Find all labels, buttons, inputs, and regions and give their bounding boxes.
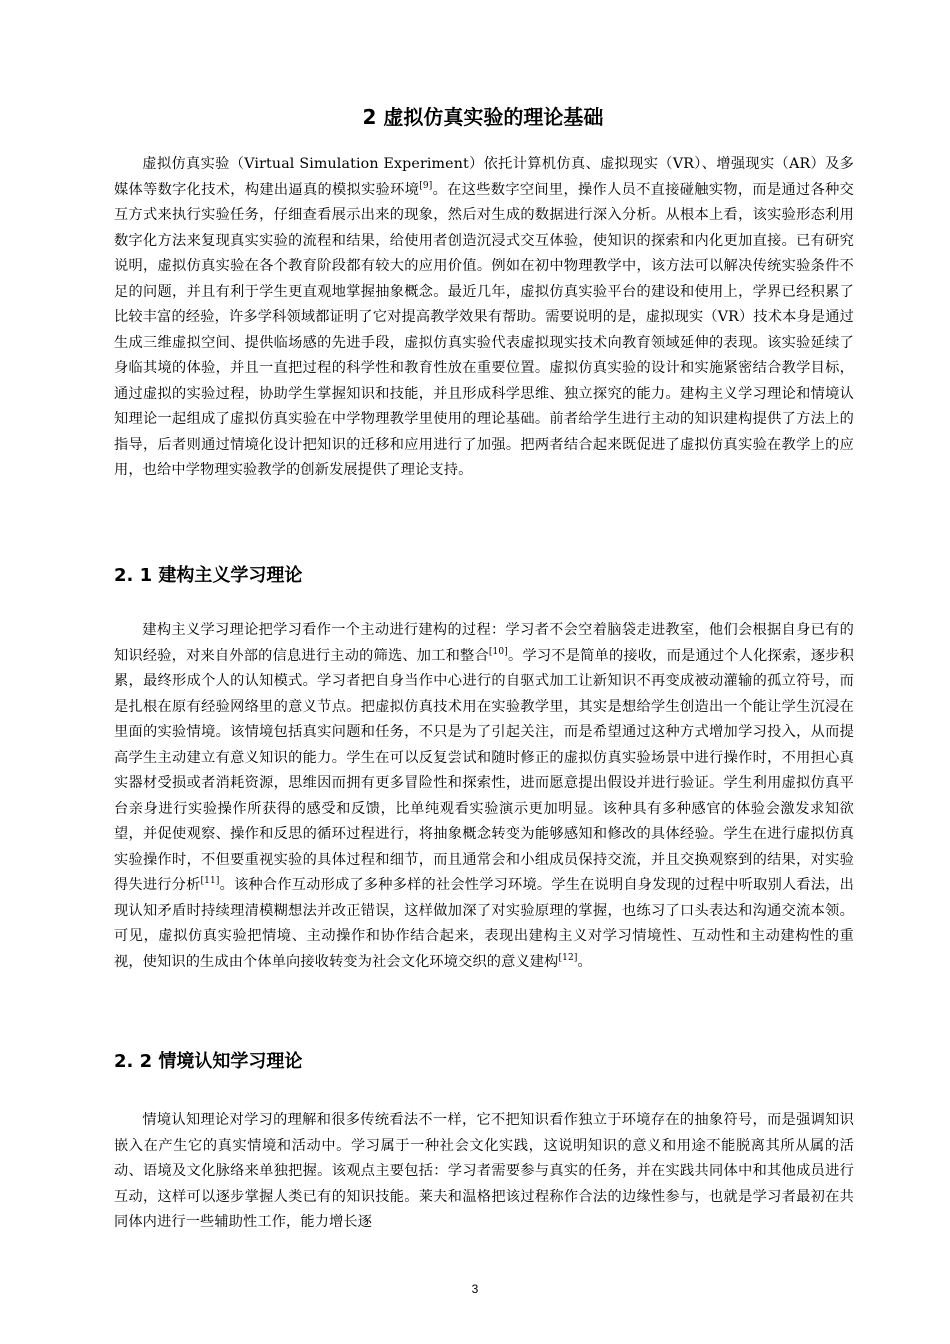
- citation-11: [11]: [200, 876, 220, 886]
- intro-text-2: 。在这些数字空间里，操作人员不直接碰触实物，而是通过各种交互方式来执行实验任务，仔细查看展示出来的现象，然后对生成的数据进行深入分析。从根本上看，该实验形态利用数字化方法来复现真实实验的流程和结果，给使用者创造沉浸式交互体验，使知识的探索和内化更加直接。已有研究说明，虚拟仿真实验在各个教育阶段都有较大的应用价值。例如在初中物理教学中，该方法可以解决传统实验条件不足的问题，并且有利于学生更直观地掌握抽象概念。最近几年，虚拟仿真实验平台的建设和使用上，学界已经积累了比较丰富的经验，许多学科领域都证明了它对提高教学效果有帮助。需要说明的是，虚拟现实（VR）技术本身是通过生成三维虚拟空间、提供临场感的先进手段，虚拟仿真实验代表虚拟现实技术向教育领域延伸的表现。该实验延续了身临其境的体验，并且一直把过程的科学性和教育性放在重要位置。虚拟仿真实验的设计和实施紧密结合教学目标，通过虚拟的实验过程，协助学生掌握知识和技能，并且形成科学思维、独立探究的能力。建构主义学习理论和情境认知理论一起组成了虚拟仿真实验在中学物理教学里使用的理论基础。前者给学生进行主动的知识建构提供了方法上的指导，后者则通过情境化设计把知识的迁移和应用进行了加强。把两者结合起来既促进了虚拟仿真实验在教学上的应用，也给中学物理实验教学的创新发展提供了理论支持。: [114, 181, 854, 478]
- section-2-1-text-3: 。该种合作互动形成了多种多样的社会性学习环境。学生在说明自身发现的过程中听取别人看法，出现认知矛盾时持续理清模糊想法并改正错误，这样做加深了对实验原理的掌握，也练习了口头表达和沟通交流本领。可见，虚拟仿真实验把情境、主动操作和协作结合起来，表现出建构主义对学习情境性、互动性和主动建构性的重视，使知识的生成由个体单向接收转变为社会文化环境交织的意义建构: [114, 877, 854, 970]
- section-2-2-paragraph: [114, 1108, 854, 1236]
- section-heading-2-1: 2. 1 建构主义学习理论: [114, 565, 303, 586]
- page-number: 3: [471, 1282, 479, 1296]
- chapter-title: 2 虚拟仿真实验的理论基础: [362, 105, 604, 129]
- intro-paragraph: [114, 152, 854, 484]
- citation-9: [9]: [419, 180, 433, 191]
- section-2-2-text-1: 情境认知理论对学习的理解和很多传统看法不一样，它不把知识看作独立于环境存在的抽象符号，而是强调知识嵌入在产生它的真实情境和活动中。学习属于一种社会文化实践，这说明知识的意义和用途不能脱离其所从属的活动、语境及文化脉络来单独把握。该观点主要包括：学习者需要参与真实的任务，并在实践共同体中和其他成员进行互动，这样可以逐步掌握人类已有的知识技能。莱夫和温格把该过程称作合法的边缘性参与，也就是学习者最初在共同体内进行一些辅助性工作，能力增长逐: [114, 1112, 854, 1230]
- section-2-1-text-1: 建构主义学习理论把学习看作一个主动进行建构的过程：学习者不会空着脑袋走进教室，他们会根据自身已有的知识经验，对来自外部的信息进行主动的筛选、加工和整合: [114, 622, 854, 664]
- section-2-1-text-4: 。: [577, 953, 592, 970]
- citation-12: [12]: [558, 952, 578, 963]
- intro-text-1: 虚拟仿真实验（Virtual Simulation Experiment）依托计算机仿真、虚拟现实（VR）、增强现实（AR）及多媒体等数字化技术，构建出逼真的模拟实验环境: [114, 156, 854, 198]
- section-2-1-paragraph: [114, 618, 854, 975]
- section-2-1-text-2: 。学习不是简单的接收，而是通过个人化探索，逐步积累，最终形成个人的认知模式。学习者把自身当作中心进行的自驱式加工让新知识不再变成被动灌输的孤立符号，而是扎根在原有经验网络里的意义节点。把虚拟仿真技术用在实验教学里，其实是想给学生创造出一个能让学生沉浸在里面的实验情境。该情境包括真实问题和任务，不只是为了引起关注，而是希望通过这种方式增加学习投入，从而提高学生主动建立有意义知识的能力。学生在可以反复尝试和随时修正的虚拟仿真实验场景中进行操作时，不用担心真实器材受损或者消耗资源，思维因而拥有更多冒险性和探索性，进而愿意提出假设并进行验证。学生利用虚拟仿真平台亲身进行实验操作所获得的感受和反馈，比单纯观看实验演示更加明显。该种具有多种感官的体验会激发求知欲望，并促使观察、操作和反思的循环过程进行，将抽象概念转变为能够感知和修改的具体经验。学生在进行虚拟仿真实验操作时，不但要重视实验的具体过程和细节，而且通常会和小组成员保持交流，并且交换观察到的结果，对实验得失进行分析: [114, 647, 854, 893]
- section-heading-2-2: 2. 2 情境认知学习理论: [114, 1051, 303, 1072]
- citation-10: [10]: [488, 646, 508, 657]
